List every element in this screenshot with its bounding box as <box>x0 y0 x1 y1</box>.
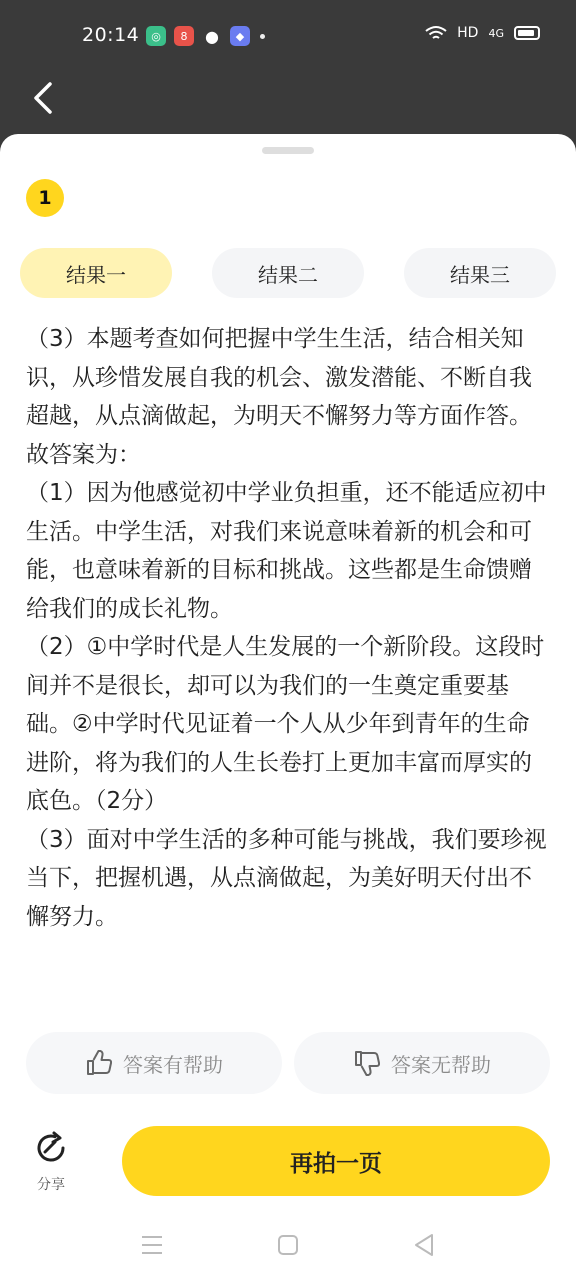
menu-nav-icon[interactable] <box>138 1232 166 1258</box>
wifi-icon <box>425 25 447 41</box>
system-icons <box>425 25 540 41</box>
drag-handle[interactable] <box>262 147 314 154</box>
tab-result-3[interactable]: 结果三 <box>404 248 556 298</box>
not-helpful-button[interactable] <box>294 1032 550 1094</box>
notification-icons <box>146 26 265 46</box>
more-notifications-icon <box>260 34 265 39</box>
back-button[interactable] <box>28 78 64 118</box>
answer-paragraph: 故答案为： <box>26 441 141 468</box>
result-tabs <box>0 248 576 298</box>
answer-paragraph: （1）因为他感觉初中学业负担重，还不能适应初中生活。中学生活，对我们来说意味着新的机会和可能，也意味着新的目标和挑战。这些都是生命馈赠给我们的成长礼物。 <box>26 480 547 622</box>
chevron-left-icon <box>28 78 64 118</box>
not-helpful-label: 答案无帮助 <box>391 1052 491 1077</box>
home-nav-icon[interactable] <box>274 1232 302 1258</box>
battery-icon <box>514 26 540 40</box>
question-number-badge: 1 <box>26 179 64 217</box>
helpful-button[interactable] <box>26 1032 282 1094</box>
tab-result-2[interactable]: 结果二 <box>212 248 364 298</box>
app-notification-icon: 8 <box>174 26 194 46</box>
retake-page-button[interactable]: 再拍一页 <box>122 1126 550 1196</box>
app-notification-icon: ◎ <box>146 26 166 46</box>
app-notification-icon: ◆ <box>230 26 250 46</box>
answer-paragraph: （2）①中学时代是人生发展的一个新阶段。这段时间并不是很长，却可以为我们的一生奠定重要基础。②中学时代见证着一个人从少年到青年的生命进阶，将为我们的人生长卷打上更加丰富而厚实的底色。（2分） <box>26 634 545 814</box>
answer-content <box>26 298 550 978</box>
signal-type: 4G <box>488 26 504 40</box>
wechat-icon: ● <box>205 26 219 46</box>
answer-paragraph: （3）面对中学生活的多种可能与挑战，我们要珍视当下，把握机遇，从点滴做起，为美好明天付出不懈努力。 <box>26 826 547 930</box>
status-bar <box>0 0 576 72</box>
status-time: 20:14 <box>82 24 140 46</box>
share-label: 分享 <box>37 1177 65 1193</box>
answer-sheet <box>0 134 576 1280</box>
helpful-label: 答案有帮助 <box>123 1052 223 1077</box>
back-nav-icon[interactable] <box>410 1232 438 1258</box>
share-button[interactable] <box>26 1130 76 1200</box>
answer-paragraph: （3）本题考查如何把握中学生生活，结合相关知识，从珍惜发展自我的机会、激发潜能、不断自我超越，从点滴做起，为明天不懈努力等方面作答。 <box>26 326 532 429</box>
share-icon <box>33 1130 69 1166</box>
network-type: HD <box>457 25 479 41</box>
system-nav-bar <box>0 1212 576 1280</box>
tab-result-1[interactable]: 结果一 <box>20 248 172 298</box>
thumbs-down-icon <box>353 1049 381 1077</box>
thumbs-up-icon <box>85 1049 113 1077</box>
